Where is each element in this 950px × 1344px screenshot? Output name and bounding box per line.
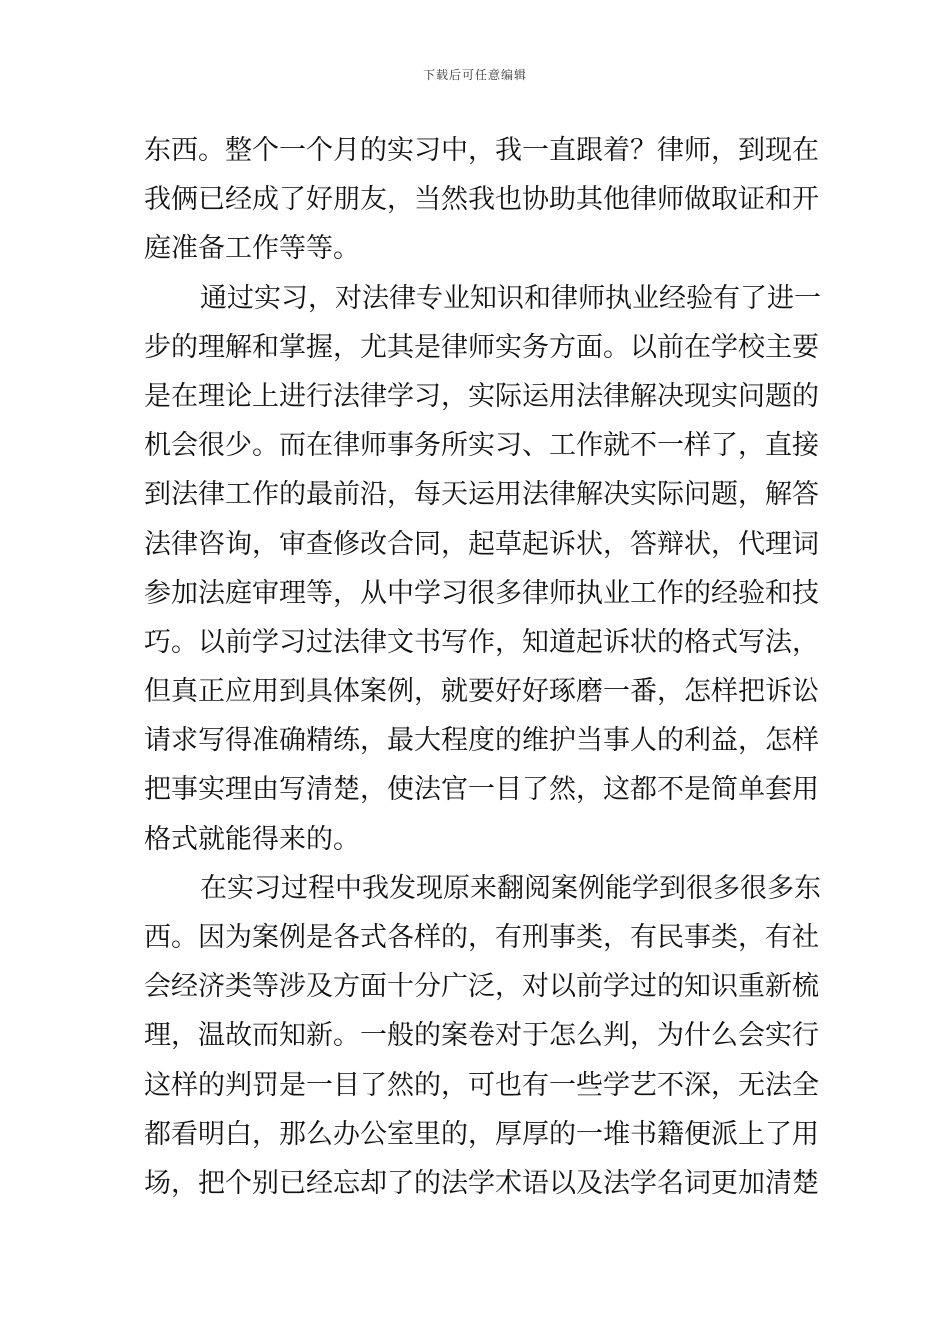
text-line: 在实习过程中我发现原来翻阅案例能学到很多很多东 — [200, 872, 821, 904]
text-line: 是在理论上进行法律学习，实际运用法律解决现实问题的 — [144, 380, 819, 412]
text-line: 东西。整个一个月的实习中，我一直跟着？律师，到现在 — [144, 135, 819, 166]
text-line: 但真正应用到具体案例，就要好好琢磨一番，怎样把诉讼 — [144, 676, 819, 708]
text-line: 机会很少。而在律师事务所实习、工作就不一样了，直接 — [144, 430, 819, 462]
page-header: 下载后可任意编辑 — [422, 68, 527, 82]
text-line: 都看明白，那么办公室里的，厚厚的一堆书籍便派上了用 — [144, 1118, 819, 1150]
text-line: 到法律工作的最前沿，每天运用法律解决实际问题，解答 — [144, 479, 819, 511]
body-text — [144, 126, 821, 1208]
text-line: 这样的判罚是一目了然的，可也有一些学艺不深，无法全 — [144, 1069, 819, 1101]
text-line: 步的理解和掌握，尤其是律师实务方面。以前在学校主要 — [144, 331, 819, 363]
text-line: 会经济类等涉及方面十分广泛，对以前学过的知识重新梳 — [144, 971, 819, 1003]
text-line: 我俩已经成了好朋友，当然我也协助其他律师做取证和开 — [144, 184, 819, 216]
text-line: 巧。以前学习过法律文书写作，知道起诉状的格式写法， — [144, 626, 819, 658]
text-line: 格式就能得来的。 — [144, 823, 360, 855]
text-line: 把事实理由写清楚，使法官一目了然，这都不是简单套用 — [144, 774, 819, 806]
text-line: 参加法庭审理等，从中学习很多律师执业工作的经验和技 — [144, 577, 819, 609]
text-line: 理，温故而知新。一般的案卷对于怎么判，为什么会实行 — [144, 1020, 819, 1052]
text-line: 法律咨询，审查修改合同，起草起诉状，答辩状，代理词 — [144, 528, 819, 560]
text-line: 西。因为案例是各式各样的，有刑事类，有民事类，有社 — [144, 922, 819, 953]
text-line: 庭准备工作等等。 — [144, 233, 360, 265]
text-line: 场，把个别已经忘却了的法学术语以及法学名词更加清楚 — [144, 1167, 819, 1199]
text-line: 通过实习，对法律专业知识和律师执业经验有了进一 — [200, 282, 821, 314]
text-line: 请求写得准确精练，最大程度的维护当事人的利益，怎样 — [144, 725, 819, 757]
